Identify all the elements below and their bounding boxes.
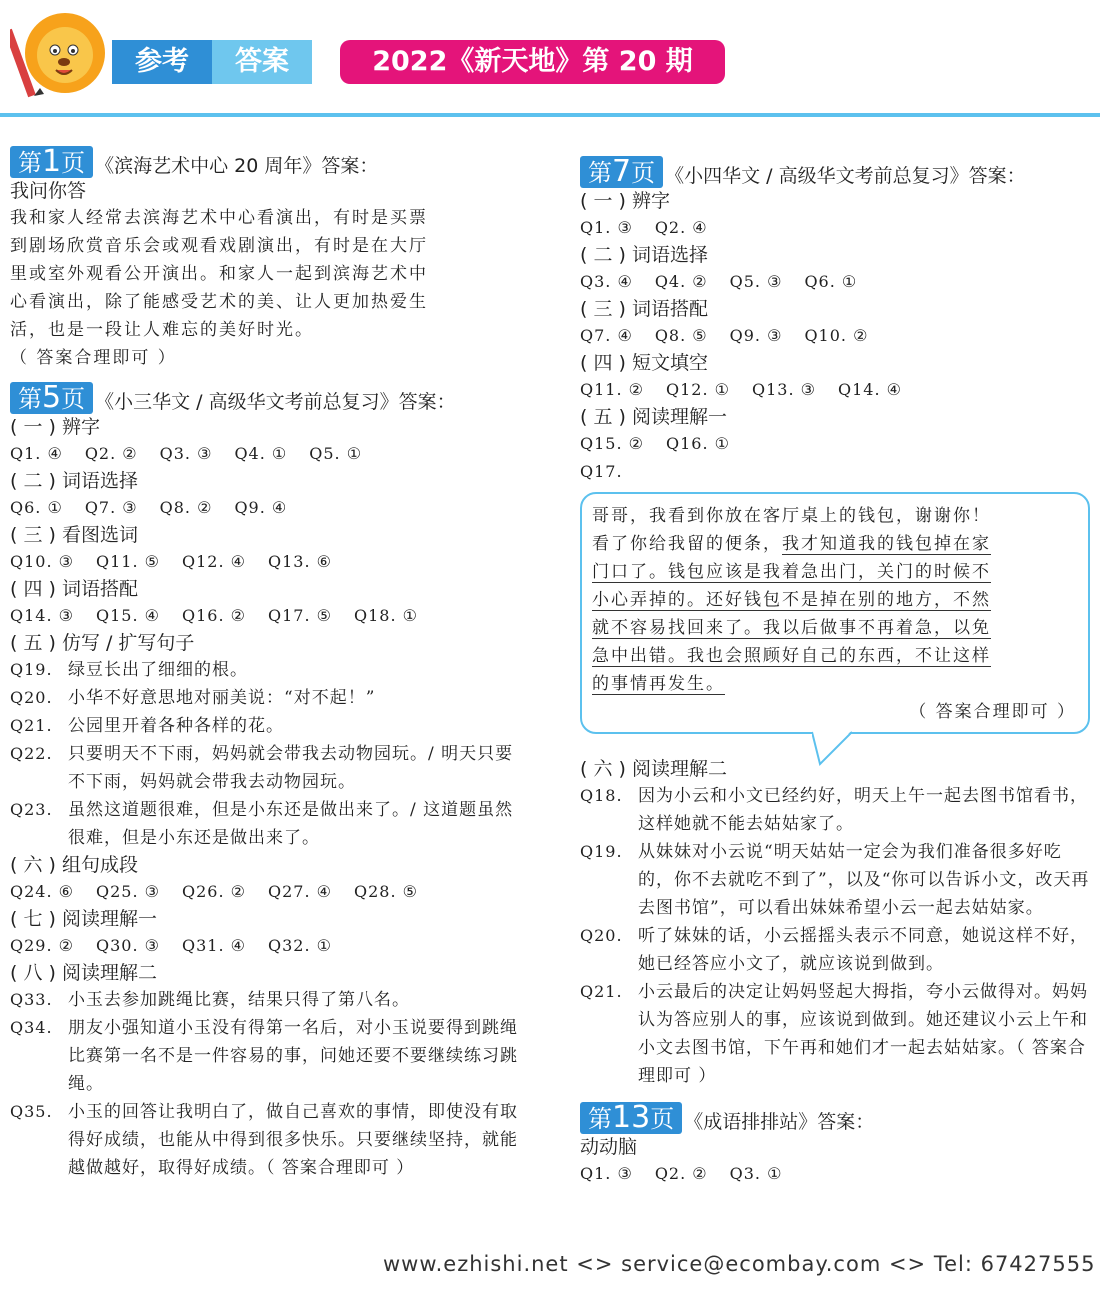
answer-row: Q1. ④ Q2. ② Q3. ③ Q4. ① Q5. ① [10, 444, 363, 463]
page1-heading [10, 146, 525, 178]
section-heading: ( 六 ) 组句成段 [10, 854, 138, 876]
page1-tag: 第1页 [10, 146, 93, 178]
header-divider [0, 113, 1100, 117]
section-heading: ( 四 ) 词语搭配 [10, 578, 138, 600]
q17-label: Q17. [580, 462, 623, 481]
answer-row: Q14. ③ Q15. ④ Q16. ② Q17. ⑤ Q18. ① [10, 606, 418, 625]
qa-item: Q19. 绿豆长出了细细的根。 [10, 660, 248, 680]
header [0, 0, 1100, 120]
page5-heading [10, 382, 525, 414]
answer-row: Q15. ② Q16. ① [580, 434, 730, 453]
qa-item: Q18. 因为小云和小文已经约好，明天上午一起去图书馆看书，这样她就不能去姑姑家了。 [580, 786, 1088, 834]
page13-heading [580, 1102, 1090, 1134]
answer-row: Q1. ③ Q2. ② Q3. ① [580, 1164, 783, 1183]
page7-heading [580, 156, 1090, 188]
left-column [10, 140, 525, 1182]
qa-item: Q21. 小云最后的决定让妈妈竖起大拇指，夸小云做得对。妈妈认为答应别人的事，应该说到做到。她还建议小云上午和小文去图书馆，下午再和她们才一起去姑姑家。（ 答案合理即可 ） [580, 982, 1088, 1086]
section-heading: ( 八 ) 阅读理解二 [10, 962, 157, 984]
page13-title: 《成语排排站》答案： [684, 1111, 875, 1133]
section-heading: ( 二 ) 词语选择 [580, 244, 708, 266]
qa-item: Q22. 只要明天不下雨，妈妈就会带我去动物园玩。/ 明天只要不下雨，妈妈就会带我去动物园玩。 [10, 744, 514, 792]
ref-label-2: 答案 [212, 40, 312, 84]
section-heading: ( 三 ) 看图选词 [10, 524, 138, 546]
page5-tag: 第5页 [10, 382, 93, 414]
answer-row: Q29. ② Q30. ③ Q31. ④ Q32. ① [10, 936, 332, 955]
page1-subheading: 我问你答 [10, 180, 87, 202]
qa-item: Q21. 公园里开着各种各样的花。 [10, 716, 284, 736]
section-heading: ( 四 ) 短文填空 [580, 352, 708, 374]
letter-note: （ 答案合理即可 ） [909, 702, 1076, 722]
lion-mascot-icon [10, 8, 120, 103]
bubble-tail-icon [812, 730, 852, 766]
qa-item: Q20. 小华不好意思地对丽美说：“对不起！” [10, 688, 376, 708]
page7-title: 《小四华文 / 高级华文考前总复习》答案： [665, 165, 1026, 187]
answer-row: Q3. ④ Q4. ② Q5. ③ Q6. ① [580, 272, 858, 291]
qa-item: Q23. 虽然这道题很难，但是小东还是做出来了。/ 这道题虽然很难，但是小东还是做出来了。 [10, 800, 514, 848]
page5-title: 《小三华文 / 高级华文考前总复习》答案： [95, 391, 456, 413]
answer-row: Q1. ③ Q2. ④ [580, 218, 708, 237]
issue-title: 2022《新天地》第 20 期 [340, 40, 725, 84]
section-heading: ( 五 ) 阅读理解一 [580, 406, 727, 428]
qa-item: Q20. 听了妹妹的话，小云摇摇头表示不同意，她说这样不好，她已经答应小文了，就应该说到做到。 [580, 926, 1088, 974]
footer-contact: www.ezhishi.net <> service@ecombay.com <> Tel: 67427555 [383, 1252, 1096, 1276]
section-heading: ( 一 ) 辨字 [580, 190, 670, 212]
section-heading: ( 二 ) 词语选择 [10, 470, 138, 492]
section-heading: ( 一 ) 辨字 [10, 416, 100, 438]
answer-row: Q6. ① Q7. ③ Q8. ② Q9. ④ [10, 498, 288, 517]
page13-subheading: 动动脑 [580, 1136, 638, 1158]
page1-title: 《滨海艺术中心 20 周年》答案： [95, 155, 379, 177]
section-heading: ( 七 ) 阅读理解一 [10, 908, 157, 930]
qa-item: Q35. 小玉的回答让我明白了，做自己喜欢的事情，即使没有取得好成绩，也能从中得到很多快乐。只要继续坚持，就能越做越好，取得好成绩。（ 答案合理即可 ） [10, 1102, 518, 1178]
section-heading: ( 五 ) 仿写 / 扩写句子 [10, 632, 195, 654]
ref-label-1: 参考 [112, 40, 212, 84]
qa-item: Q19. 从妹妹对小云说“明天姑姑一定会为我们准备很多好吃的，你不去就吃不到了”，以及“你可以告诉小文，改天再去图书馆”，可以看出妹妹希望小云一起去姑姑家。 [580, 842, 1090, 918]
answer-row: Q11. ② Q12. ① Q13. ③ Q14. ④ [580, 380, 902, 399]
page7-tag: 第7页 [580, 156, 663, 188]
right-column [580, 140, 1090, 1188]
page1-answer: 我和家人经常去滨海艺术中心看演出，有时是买票 到剧场欣赏音乐会或观看戏剧演出，有时是在大厅 里或室外观看公开演出。和家人一起到滨海艺术中 心看演出，除了能感受艺术的美、让人更加热爱生 活，也是一段让人难忘的美好时光。 （ 答案合理即可 ） [10, 208, 428, 368]
speech-bubble: 哥哥，我看到你放在客厅桌上的钱包，谢谢你！ 看了你给我留的便条，我才知道我的钱包掉在家 门口了。钱包应该是我着急出门，关门的时候不 小心弄掉的。还好钱包不是掉在别的地方，不然 就不容易找回来了。我以后做事不再着急，以免 急中出错。我也会照顾好自己的东西，不让这样 的事情再发生。 （ 答案合理即可 ） [580, 492, 1090, 734]
answer-row: Q10. ③ Q11. ⑤ Q12. ④ Q13. ⑥ [10, 552, 332, 571]
answer-row: Q7. ④ Q8. ⑤ Q9. ③ Q10. ② [580, 326, 869, 345]
qa-item: Q34. 朋友小强知道小玉没有得第一名后，对小玉说要得到跳绳比赛第一名不是一件容易的事，问她还要不要继续练习跳绳。 [10, 1018, 518, 1094]
qa-item: Q33. 小玉去参加跳绳比赛，结果只得了第八名。 [10, 990, 410, 1010]
page13-tag: 第13页 [580, 1102, 682, 1134]
answer-row: Q24. ⑥ Q25. ③ Q26. ② Q27. ④ Q28. ⑤ [10, 882, 418, 901]
section-heading: ( 三 ) 词语搭配 [580, 298, 708, 320]
reference-answer-banner [112, 40, 312, 84]
section-heading: ( 六 ) 阅读理解二 [580, 758, 727, 780]
